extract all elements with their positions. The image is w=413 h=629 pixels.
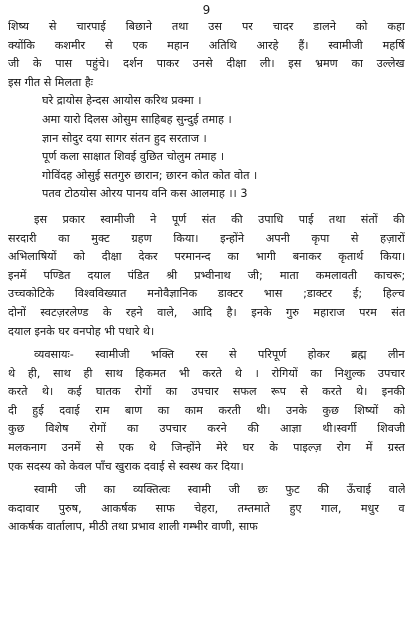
text-line: व्यवसायः- स्वामीजी भक्ति रस से परिपूर्ण होकर ब्रह्म लीन: [34, 348, 405, 362]
text-line: अभिलाषियों को दीक्षा देकर परमानन्द का भागी बनाकर कृतार्थ किया।: [8, 250, 405, 264]
verse-line: अमा यारो दिलस ओसुम साहिबह सुन्दुई तमाह ।: [42, 112, 232, 126]
verse-line: घरे द्रायोस हेन्दस आयोस करिथ प्रक्मा ।: [42, 94, 202, 108]
text-line: आकर्षक वार्तालाप, मीठी तथा प्रभाव शाली गम्भीर वाणी, साफ: [8, 520, 258, 534]
paragraph-saint: [8, 211, 405, 341]
text-line: मलकनाग उनमें से एक थे जिन्होंने मेरे घर के पाइल्ज़ रोग में ग्रस्त: [8, 441, 405, 455]
text-line: उच्चकोटिके विश्वविख्यात मनोवैज्ञानिक डाक्टर भास ;डाक्टर ई; हिल्च: [8, 287, 405, 301]
text-line: जी के पास पहुंचे। दर्शन पाकर उनसे दीक्षा ली। इस भ्रमण का उल्लेख: [8, 57, 405, 71]
text-line: क्योंकि कशमीर से एक महान अतिथि आरहे हैं। स्वामीजी महर्षि: [8, 38, 405, 52]
verse-line: ज्ञान सोदुर दया सागर संतन हुद सरताज ।: [42, 131, 207, 145]
text-line: इनमें पण्डित दयाल पंडित श्री प्रभ्वीनाथ जी; माता कमलावती काचरू;: [8, 268, 405, 282]
verse-block: [8, 92, 405, 204]
text-line: कुछ विशेष रोगों का उपचार करने की आज्ञा थी।स्वर्गी शिवजी: [8, 422, 405, 436]
text-line: कदावार पुरुष, आकर्षक साफ चेहरा, तम्तमाते हुए गाल, मधुर व: [8, 501, 405, 515]
text-line: दयाल इनके घर वनपोह भी पधारे थे।: [8, 324, 155, 338]
text-line: थे ही, साथ ही साथ हिकमत भी करते थे । रोगियों का निशुल्क उपचार: [8, 366, 405, 380]
text-line: स्वामी जी का व्यक्तित्वः स्वामी जी छः फुट की ऊँचाई वाले: [34, 483, 405, 497]
verse-line: पूर्ण कला साक्षात शिवई वुछित चोलुम तमाह ।: [42, 150, 225, 164]
text-line: दोनों स्वटज़रलेण्ड के रहने वाले, आदि है। इनके गुरु महाराज परम संत: [8, 305, 405, 319]
text-line: इस गीत से मिलता हैः: [8, 75, 94, 89]
paragraph-intro: [8, 18, 405, 92]
text-line: सरदारी का मुक्ट ग्रहण किया। इन्होंने अपनी कृपा से हज़ारों: [8, 231, 405, 245]
verse-line: गोविंदह ओसुई सतगुरु छारान; छारन कोत कोत वोत ।: [42, 168, 258, 182]
paragraph-occupation: [8, 346, 405, 476]
spacer: [8, 204, 405, 211]
text-line: इस प्रकार स्वामीजी ने पूर्ण संत की उपाधि पाई तथा संतों की: [34, 212, 405, 226]
text-line: शिष्य से चारपाई बिछाने तथा उस पर चादर डालने को कहा: [8, 20, 405, 33]
verse-line: पतव टोठयोस ओरय पानय वनि कस आलमाह ।। 3: [42, 187, 248, 201]
text-line: एक सदस्य को केवल पाँच खुराक दवाई से स्वस्थ कर दिया।: [8, 459, 244, 473]
page-number: 9: [202, 3, 211, 17]
text-line: दी हुई दवाई राम बाण का काम करती थी। उनके कुछ शिष्यों को: [8, 403, 405, 417]
text-line: करते थे। कई घातक रोगों का उपचार सफल रूप से करते थे। इनकी: [8, 385, 405, 399]
paragraph-personality: [8, 481, 405, 537]
